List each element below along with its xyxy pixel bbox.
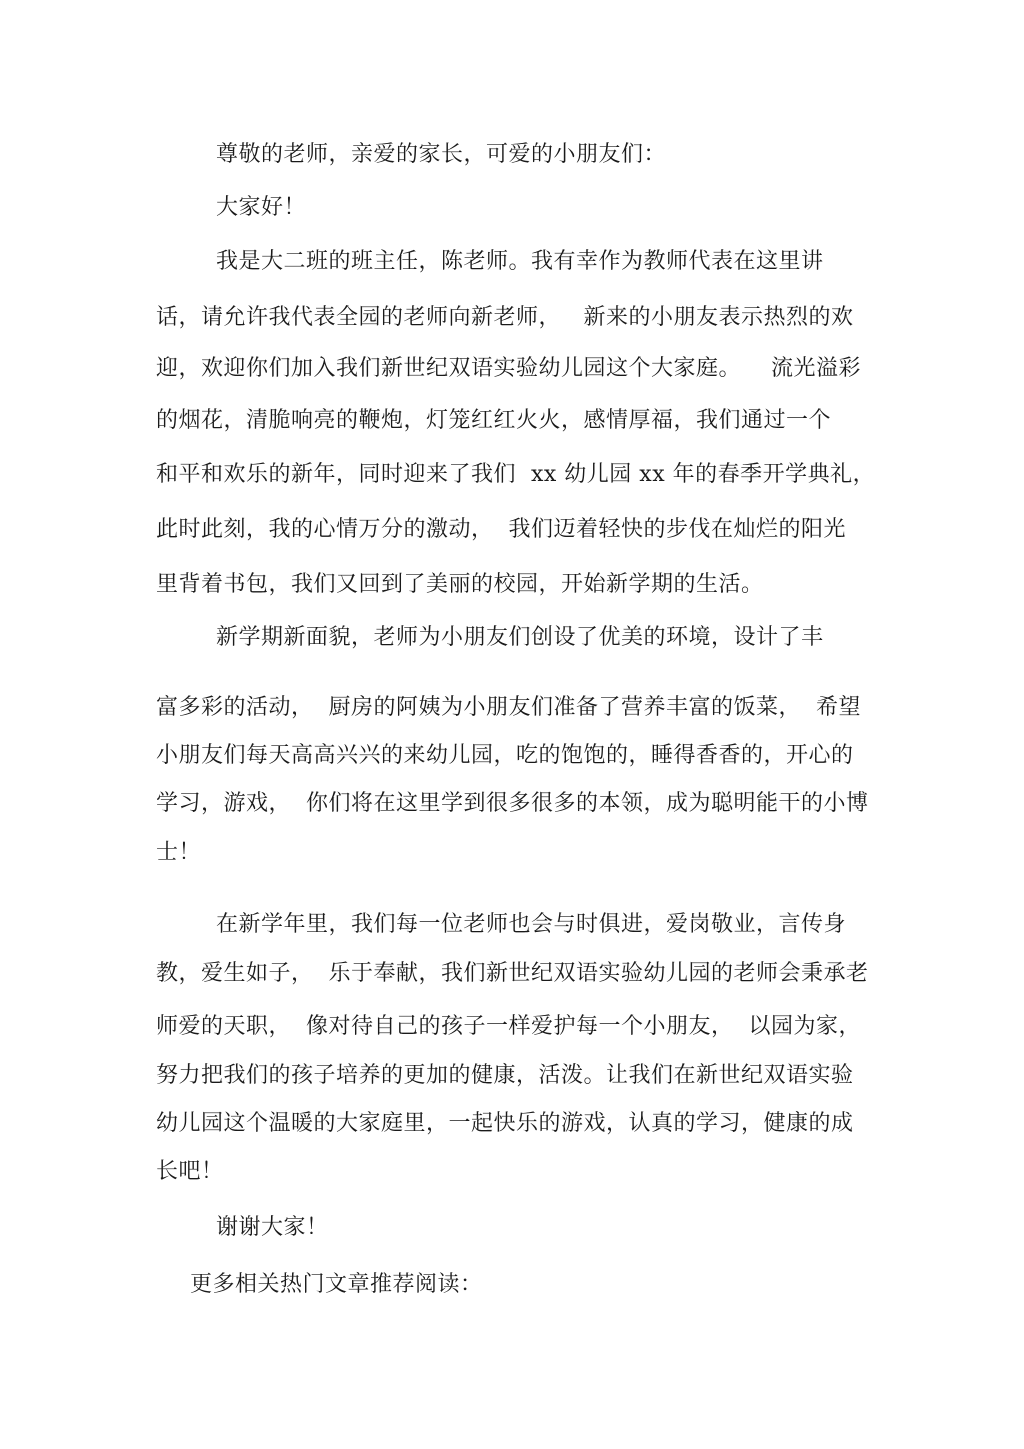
- paragraph-3-line: 努力把我们的孩子培养的更加的健康，活泼。让我们在新世纪双语实验: [156, 1063, 854, 1088]
- greeting: 大家好！: [216, 195, 307, 220]
- paragraph-1-line: 迎，欢迎你们加入我们新世纪双语实验幼儿园这个大家庭。 流光溢彩: [156, 356, 861, 381]
- paragraph-2-line: 士！: [156, 840, 202, 865]
- paragraph-3-line: 在新学年里，我们每一位老师也会与时俱进，爱岗敬业，言传身: [216, 912, 847, 937]
- paragraph-3-line: 长吧！: [156, 1159, 224, 1184]
- paragraph-2-line: 新学期新面貌，老师为小朋友们创设了优美的环境，设计了丰: [216, 625, 824, 650]
- paragraph-2-line: 小朋友们每天高高兴兴的来幼儿园，吃的饱饱的，睡得香香的，开心的: [156, 743, 854, 768]
- paragraph-1-line: 和平和欢乐的新年，同时迎来了我们 xx 幼儿园 xx 年的春季开学典礼，: [156, 462, 876, 487]
- paragraph-1-line: 话，请允许我代表全园的老师向新老师， 新来的小朋友表示热烈的欢: [156, 305, 854, 330]
- paragraph-1-line: 此时此刻，我的心情万分的激动， 我们迈着轻快的步伐在灿烂的阳光: [156, 517, 846, 542]
- salutation: 尊敬的老师，亲爱的家长，可爱的小朋友们：: [216, 142, 667, 167]
- paragraph-1-line: 我是大二班的班主任，陈老师。我有幸作为教师代表在这里讲: [216, 249, 824, 274]
- related-articles-heading: 更多相关热门文章推荐阅读：: [190, 1272, 483, 1297]
- paragraph-2-line: 学习，游戏， 你们将在这里学到很多很多的本领，成为聪明能干的小博: [156, 791, 869, 816]
- paragraph-3-line: 幼儿园这个温暖的大家庭里，一起快乐的游戏，认真的学习，健康的成: [156, 1111, 854, 1136]
- paragraph-2-line: 富多彩的活动， 厨房的阿姨为小朋友们准备了营养丰富的饭菜， 希望: [156, 695, 861, 720]
- paragraph-1-line: 里背着书包，我们又回到了美丽的校园，开始新学期的生活。: [156, 572, 764, 597]
- closing: 谢谢大家！: [216, 1215, 329, 1240]
- paragraph-3-line: 教，爱生如子， 乐于奉献，我们新世纪双语实验幼儿园的老师会秉承老: [156, 961, 869, 986]
- paragraph-3-line: 师爱的天职， 像对待自己的孩子一样爱护每一个小朋友， 以园为家，: [156, 1014, 861, 1039]
- paragraph-1-line: 的烟花，清脆响亮的鞭炮，灯笼红红火火，感情厚福，我们通过一个: [156, 408, 832, 433]
